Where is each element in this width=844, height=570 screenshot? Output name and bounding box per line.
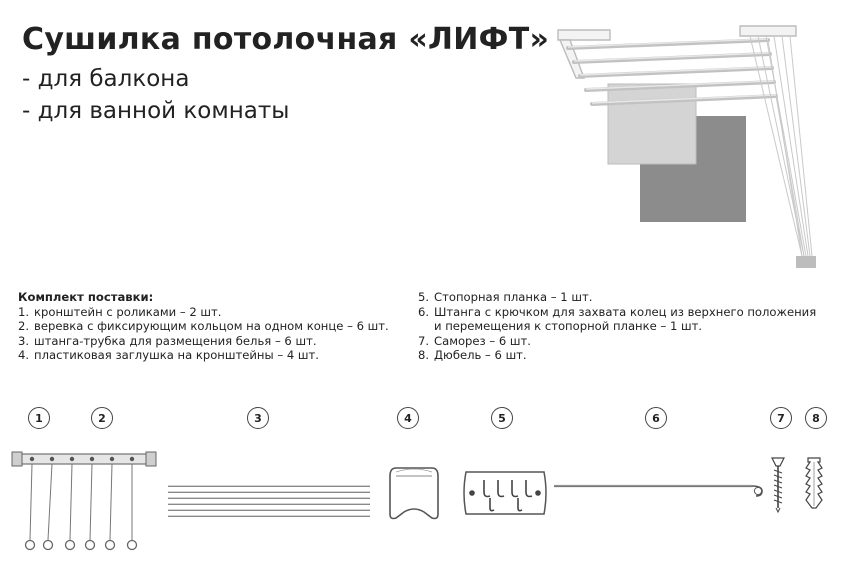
kit-item-6: 6. Штанга с крючком для захвата колец из верхнего положения	[418, 304, 817, 319]
kit-item-6-continuation: и перемещения к стопорной планке – 1 шт.	[434, 319, 703, 333]
kit-item-4: 4. пластиковая заглушка на кронштейны – 4 шт.	[18, 348, 319, 362]
part-badge-7: 7	[770, 407, 792, 429]
hook-rod-illustration	[552, 478, 768, 500]
bracket-with-ropes-illustration	[10, 448, 160, 556]
kit-list-right	[418, 290, 816, 363]
plastic-cap-illustration	[388, 464, 440, 522]
kit-item-8: 8. Дюбель – 6 шт.	[418, 348, 527, 362]
part-badge-6: 6	[645, 407, 667, 429]
stopper-plate-illustration	[460, 468, 550, 518]
kit-heading: Комплект поставки:	[18, 290, 154, 304]
kit-item-2: 2. веревка с фиксирующим кольцом на одном конце – 6 шт.	[18, 319, 389, 333]
page-title: Сушилка потолочная «ЛИФТ»	[22, 22, 550, 57]
kit-list-left	[18, 290, 389, 363]
dowel-illustration	[802, 456, 826, 512]
kit-item-5: 5. Стопорная планка – 1 шт.	[418, 290, 593, 304]
subtitle-balcony: - для балкона	[22, 66, 190, 92]
part-badge-3: 3	[247, 407, 269, 429]
part-badge-1: 1	[28, 407, 50, 429]
part-badge-8: 8	[805, 407, 827, 429]
rods-illustration	[166, 482, 372, 522]
part-badge-2: 2	[91, 407, 113, 429]
part-badge-5: 5	[491, 407, 513, 429]
kit-item-7: 7. Саморез – 6 шт.	[418, 333, 531, 348]
kit-item-3: 3. штанга-трубка для размещения белья – 6 шт.	[18, 333, 317, 348]
towel-light	[608, 84, 696, 164]
subtitle-bathroom: - для ванной комнаты	[22, 98, 290, 124]
screw-illustration	[770, 454, 786, 514]
wall-stopper	[796, 256, 816, 268]
part-badge-4: 4	[397, 407, 419, 429]
ceiling-dryer-illustration	[540, 18, 830, 278]
kit-item-1: 1. кронштейн с роликами – 2 шт.	[18, 304, 222, 319]
